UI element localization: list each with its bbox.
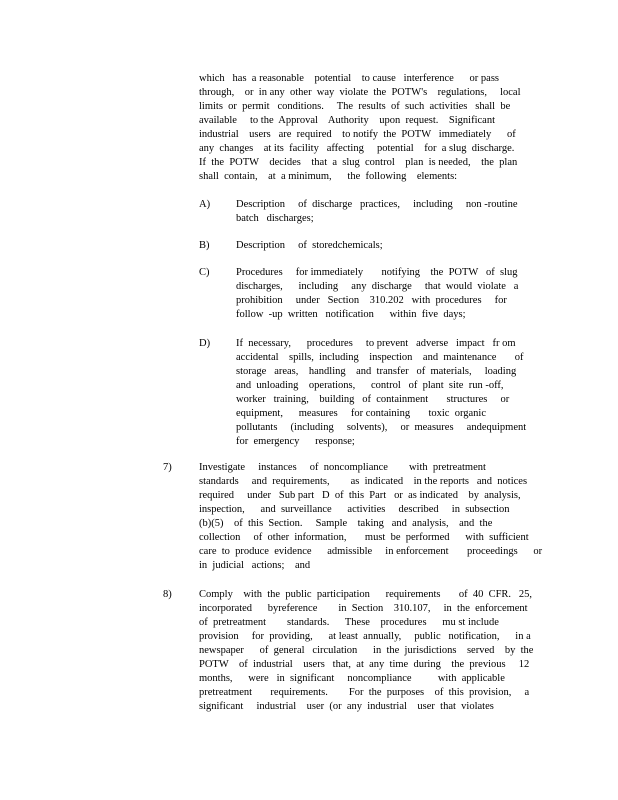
item-marker: 7) [163,462,172,473]
item-line: (b)(5) of this Section. Sample taking and analysis, and the [199,518,493,529]
item-line: Comply with the public participation requirements of 40 CFR. 25, [199,589,533,600]
item-line: inspection, and surveillance activities described in subsection [199,504,510,515]
subitem-line: If necessary, procedures to prevent adverse impact fr om [236,338,516,349]
item-marker: 8) [163,589,172,600]
item-line: provision for providing, at least annually, public notification, in a [199,631,531,642]
item-line: required under Sub part D of this Part or as indicated by analysis, [199,490,521,501]
item-line: Investigate instances of noncompliance with pretreatment [199,462,486,473]
subitem-line: discharges, including any discharge that would violate a [236,281,519,292]
intro-line: any changes at its facility affecting potential for a slug discharge. [199,143,515,154]
intro-line: limits or permit conditions. The results of such activities shall be [199,101,511,112]
item-line: significant industrial user (or any industrial user that violates [199,701,494,712]
subitem-marker: B) [199,240,210,251]
subitem-line: Procedures for immediately notifying the POTW of slug [236,267,518,278]
subitem-line: equipment, measures for containing toxic organic [236,408,486,419]
subitem-line: pollutants (including solvents), or measures andequipment [236,422,527,433]
subitem-marker: A) [199,199,211,210]
intro-line: which has a reasonable potential to cause interference or pass [199,73,500,84]
intro-line: If the POTW decides that a slug control plan is needed, the plan [199,157,518,168]
intro-line: available to the Approval Authority upon request. Significant [199,115,495,126]
subitem-line: storage areas, handling and transfer of materials, loading [236,366,517,377]
item-line: of pretreatment standards. These procedures mu st include [199,617,499,628]
item-line: collection of other information, must be performed with sufficient [199,532,529,543]
item-line: POTW of industrial users that, at any time during the previous 12 [199,659,530,670]
subitem-line: prohibition under Section 310.202 with procedures for [236,295,507,306]
item-line: months, were in significant noncompliance with applicable [199,673,505,684]
subitem-line: follow -up written notification within five days; [236,309,466,320]
subitem-line: Description of discharge practices, including non -routine [236,199,518,210]
subitem-line: accidental spills, including inspection and maintenance of [236,352,524,363]
item-line: standards and requirements, as indicated in the reports and notices [199,476,528,487]
item-line: pretreatment requirements. For the purposes of this provision, a [199,687,530,698]
subitem-marker: C) [199,267,210,278]
item-line: care to produce evidence admissible in enforcement proceedings or [199,546,543,557]
item-line: newspaper of general circulation in the jurisdictions served by the [199,645,534,656]
subitem-line: for emergency response; [236,436,355,447]
item-line: in judicial actions; and [199,560,311,571]
subitem-line: Description of storedchemicals; [236,240,383,251]
subitem-line: batch discharges; [236,213,314,224]
subitem-marker: D) [199,338,211,349]
subitem-line: and unloading operations, control of plant site run -off, [236,380,504,391]
intro-line: industrial users are required to notify the POTW immediately of [199,129,516,140]
subitem-line: worker training, building of containment structures or [236,394,510,405]
intro-line: through, or in any other way violate the POTW's regulations, local [199,87,521,98]
item-line: incorporated byreference in Section 310.107, in the enforcement [199,603,528,614]
intro-line: shall contain, at a minimum, the following elements: [199,171,458,182]
